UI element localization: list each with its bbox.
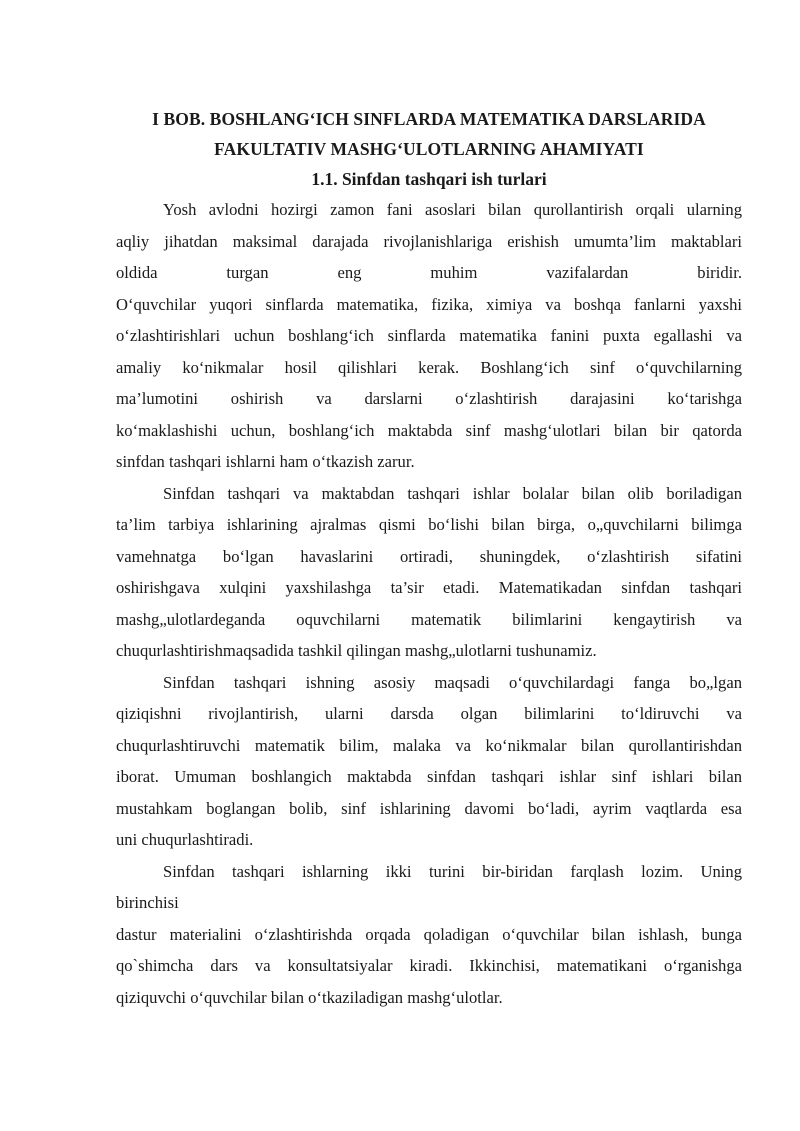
paragraph-line: iborat. Umuman boshlangich maktabda sinfdan tashqari ishlar sinf ishlari bilan — [116, 767, 742, 786]
paragraph-line: qo`shimcha dars va konsultatsiyalar kiradi. Ikkinchisi, matematikani o‘rganishga — [116, 956, 742, 975]
paragraph-line: ma’lumotini oshirish va darslarni o‘zlashtirish darajasini ko‘tarishga — [116, 389, 742, 408]
section-title: 1.1. Sinfdan tashqari ish turlari — [311, 169, 547, 189]
paragraph — [116, 194, 742, 478]
paragraph-line: Yosh avlodni hozirgi zamon fani asoslari bilan qurollantirish orqali ularning — [163, 200, 742, 219]
paragraph-line: mashg„ulotlardeganda oquvchilarni matematik bilimlarini kengaytirish va — [116, 609, 742, 629]
paragraph-line: dastur materialini o‘zlashtirishda orqada qoladigan o‘quvchilar bilan ishlash, bunga — [116, 924, 742, 944]
chapter-title — [116, 104, 742, 164]
paragraph-line: o‘zlashtirishlari uchun boshlang‘ich sinflarda matematika fanini puxta egallashi va — [116, 326, 742, 345]
paragraph-line: O‘quvchilar yuqori sinflarda matematika, fizika, ximiya va boshqa fanlarni yaxshi — [116, 294, 742, 314]
paragraph-line: qiziquvchi o‘quvchilar bilan o‘tkaziladigan mashg‘ulotlar. — [116, 987, 503, 1007]
paragraph-line: chuqurlashtirishmaqsadida tashkil qilingan mashg„ulotlarni tushunamiz. — [116, 641, 597, 660]
paragraph-line: Sinfdan tashqari ishning asosiy maqsadi o‘quvchilardagi fanga bo„lgan — [163, 672, 742, 692]
paragraph-line: birinchisi — [116, 893, 179, 912]
paragraph-line: chuqurlashtiruvchi matematik bilim, malaka va ko‘nikmalar bilan qurollantirishdan — [116, 735, 742, 755]
document-page — [116, 104, 742, 1013]
paragraph-line: qiziqishni rivojlantirish, ularni darsda olgan bilimlarini to‘ldiruvchi va — [116, 704, 742, 723]
paragraph-line: vamehnatga bo‘lgan havaslarini ortiradi, shuningdek, o‘zlashtirish sifatini — [116, 546, 742, 566]
paragraph — [116, 667, 742, 856]
paragraph-line: Sinfdan tashqari va maktabdan tashqari ishlar bolalar bilan olib boriladigan — [163, 483, 742, 503]
paragraph-line: amaliy ko‘nikmalar hosil qilishlari kerak. Boshlang‘ich sinf o‘quvchilarning — [116, 357, 742, 377]
paragraph-line: sinfdan tashqari ishlarni ham o‘tkazish zarur. — [116, 452, 415, 471]
paragraph-line: aqliy jihatdan maksimal darajada rivojlanishlariga erishish umumta’lim maktablari — [116, 231, 742, 251]
paragraph-line: Sinfdan tashqari ishlarning ikki turini bir-biridan farqlash lozim. Uning — [163, 861, 742, 881]
paragraph-line: ko‘maklashishi uchun, boshlang‘ich maktabda sinf mashg‘ulotlari bilan bir qatorda — [116, 420, 742, 440]
paragraph-line: oshirishgava xulqini yaxshilashga ta’sir etadi. Matematikadan sinfdan tashqari — [116, 578, 742, 597]
paragraph — [116, 478, 742, 667]
paragraph-line: ta’lim tarbiya ishlarining ajralmas qismi bo‘lishi bilan birga, o„quvchilarni bilimga — [116, 515, 742, 534]
chapter-title-line: I BOB. BOSHLANG‘ICH SINFLARDA MATEMATIKA DARSLARIDA — [152, 109, 706, 129]
chapter-title-line: FAKULTATIV MASHG‘ULOTLARNING AHAMIYATI — [214, 139, 644, 159]
paragraph-line: uni chuqurlashtiradi. — [116, 830, 254, 849]
paragraph — [116, 856, 742, 1014]
paragraph-line: oldida turgan eng muhim vazifalardan biridir. — [116, 263, 742, 282]
paragraph-line: mustahkam boglangan bolib, sinf ishlarining davomi bo‘ladi, ayrim vaqtlarda esa — [116, 798, 742, 818]
